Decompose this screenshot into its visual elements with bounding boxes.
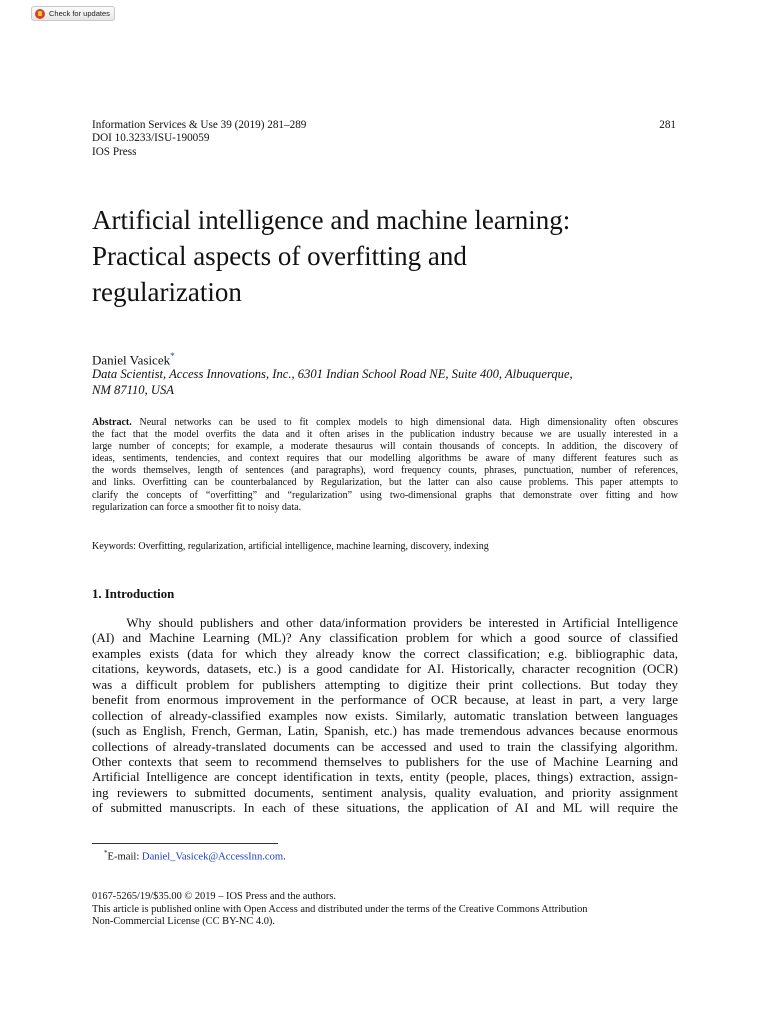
intro-line: ing reviewers to submitted documents, sentiment analysis, quality evaluation, and priority assignment <box>92 784 678 800</box>
intro-line: examples exists (data for which they already know the correct classification; e.g. bibliographic data, <box>92 645 678 661</box>
section-heading: 1. Introduction <box>92 587 175 601</box>
footer-line: 0167-5265/19/$35.00 © 2019 – IOS Press and the authors. <box>92 891 336 902</box>
intro-line: Artificial Intelligence are concept identification in texts, entity (people, places, things) extraction, assign- <box>92 769 678 785</box>
intro-line: benefit from enormous improvement in the performance of OCR because, at least in part, a very large <box>92 692 678 708</box>
footnote-suffix: . <box>283 851 286 863</box>
footnote-prefix: E-mail: <box>107 851 142 863</box>
footer-line: This article is published online with Open Access and distributed under the terms of the Creative Commons Attribution <box>92 903 588 915</box>
abstract-line: the fact that the model overfits the data and it often arises in the publication industry because we are usually interested in a <box>92 429 678 441</box>
abstract-line: ideas, sentiments, tendencies, and context requires that our modelling algorithms be aware of many different features such as <box>92 453 678 465</box>
publisher: IOS Press <box>92 145 137 158</box>
abstract-line: the words themselves, length of sentences (and paragraphs), word frequency counts, phrases, punctuation, number of references, <box>92 465 678 477</box>
check-for-updates-label: Check for updates <box>49 9 110 18</box>
author-name: Daniel Vasicek <box>92 352 171 368</box>
title-line: Practical aspects of overfitting and <box>92 241 467 271</box>
abstract-label: Abstract. <box>92 417 132 428</box>
intro-line: collections of already-translated documents can be accessed and used to train the classifying algorithm. <box>92 738 678 754</box>
footer-line: Non-Commercial License (CC BY-NC 4.0). <box>92 916 275 928</box>
footnote-mark: * <box>104 849 108 857</box>
abstract <box>92 417 678 514</box>
introduction-body <box>92 615 678 816</box>
intro-line: was a difficult problem for publishers attempting to digitize their print collections. But today they <box>92 676 678 692</box>
keywords: Keywords: Overfitting, regularization, artificial intelligence, machine learning, discovery, indexing <box>92 541 489 552</box>
abstract-line: clarify the concepts of “overfitting” and “regularization” using two-dimensional graphs that demonstrate over fitting and how <box>92 489 678 501</box>
author-email-link[interactable]: Daniel_Vasicek@AccessInn.com <box>141 851 284 863</box>
crossmark-icon <box>35 9 45 19</box>
intro-line: (such as English, French, German, Latin, Spanish, etc.) has made tremendous advances because enormous <box>92 723 678 739</box>
copyright-footer <box>92 891 588 929</box>
footnote <box>104 847 286 864</box>
intro-line: Other contexts that seem to recommend themselves to publishers for the use of Machine Learning and <box>92 753 678 769</box>
affiliation <box>92 366 682 398</box>
check-for-updates-button[interactable] <box>31 6 115 21</box>
abstract-first-line: Neural networks can be used to fit complex models to high dimensional data. High dimensionality often obscures <box>139 417 678 428</box>
title-line: regularization <box>92 277 242 307</box>
intro-line: of submitted manuscripts. In each of these situations, the application of AI and ML will require the <box>92 800 678 816</box>
intro-line: Why should publishers and other data/information providers be interested in Artificial Intelligence <box>92 615 678 630</box>
intro-line: (AI) and Machine Learning (ML)? Any classification problem for which a good source of classified <box>92 630 678 646</box>
abstract-line: large number of concepts; for example, a moderate thesaurus will contain thousands of concepts. In addition, the discovery of <box>92 441 678 453</box>
page-number: 281 <box>659 119 676 131</box>
title-line: Artificial intelligence and machine learning: <box>92 205 571 235</box>
affiliation-line: Data Scientist, Access Innovations, Inc., 6301 Indian School Road NE, Suite 400, Albuquerque, <box>92 367 573 381</box>
intro-line: collection of already-classified examples now exists. Similarly, automatic translation between languages <box>92 707 678 723</box>
journal-meta <box>92 119 306 159</box>
abstract-line <box>92 417 678 429</box>
paper-title <box>92 202 682 310</box>
author-footnote-mark[interactable]: * <box>170 351 175 361</box>
intro-line: citations, keywords, datasets, etc.) is a good candidate for AI. Historically, character recognition (OCR) <box>92 661 678 677</box>
abstract-line: and links. Overfitting can be counterbalanced by Regularization, but the latter can also cause problems. This paper attempts to <box>92 477 678 489</box>
affiliation-line: NM 87110, USA <box>92 383 174 397</box>
abstract-line: regularization can force a smoother fit to noisy data. <box>92 501 302 513</box>
doi: DOI 10.3233/ISU-190059 <box>92 132 210 145</box>
footnote-divider <box>92 843 278 844</box>
journal-citation: Information Services & Use 39 (2019) 281–289 <box>92 119 307 131</box>
